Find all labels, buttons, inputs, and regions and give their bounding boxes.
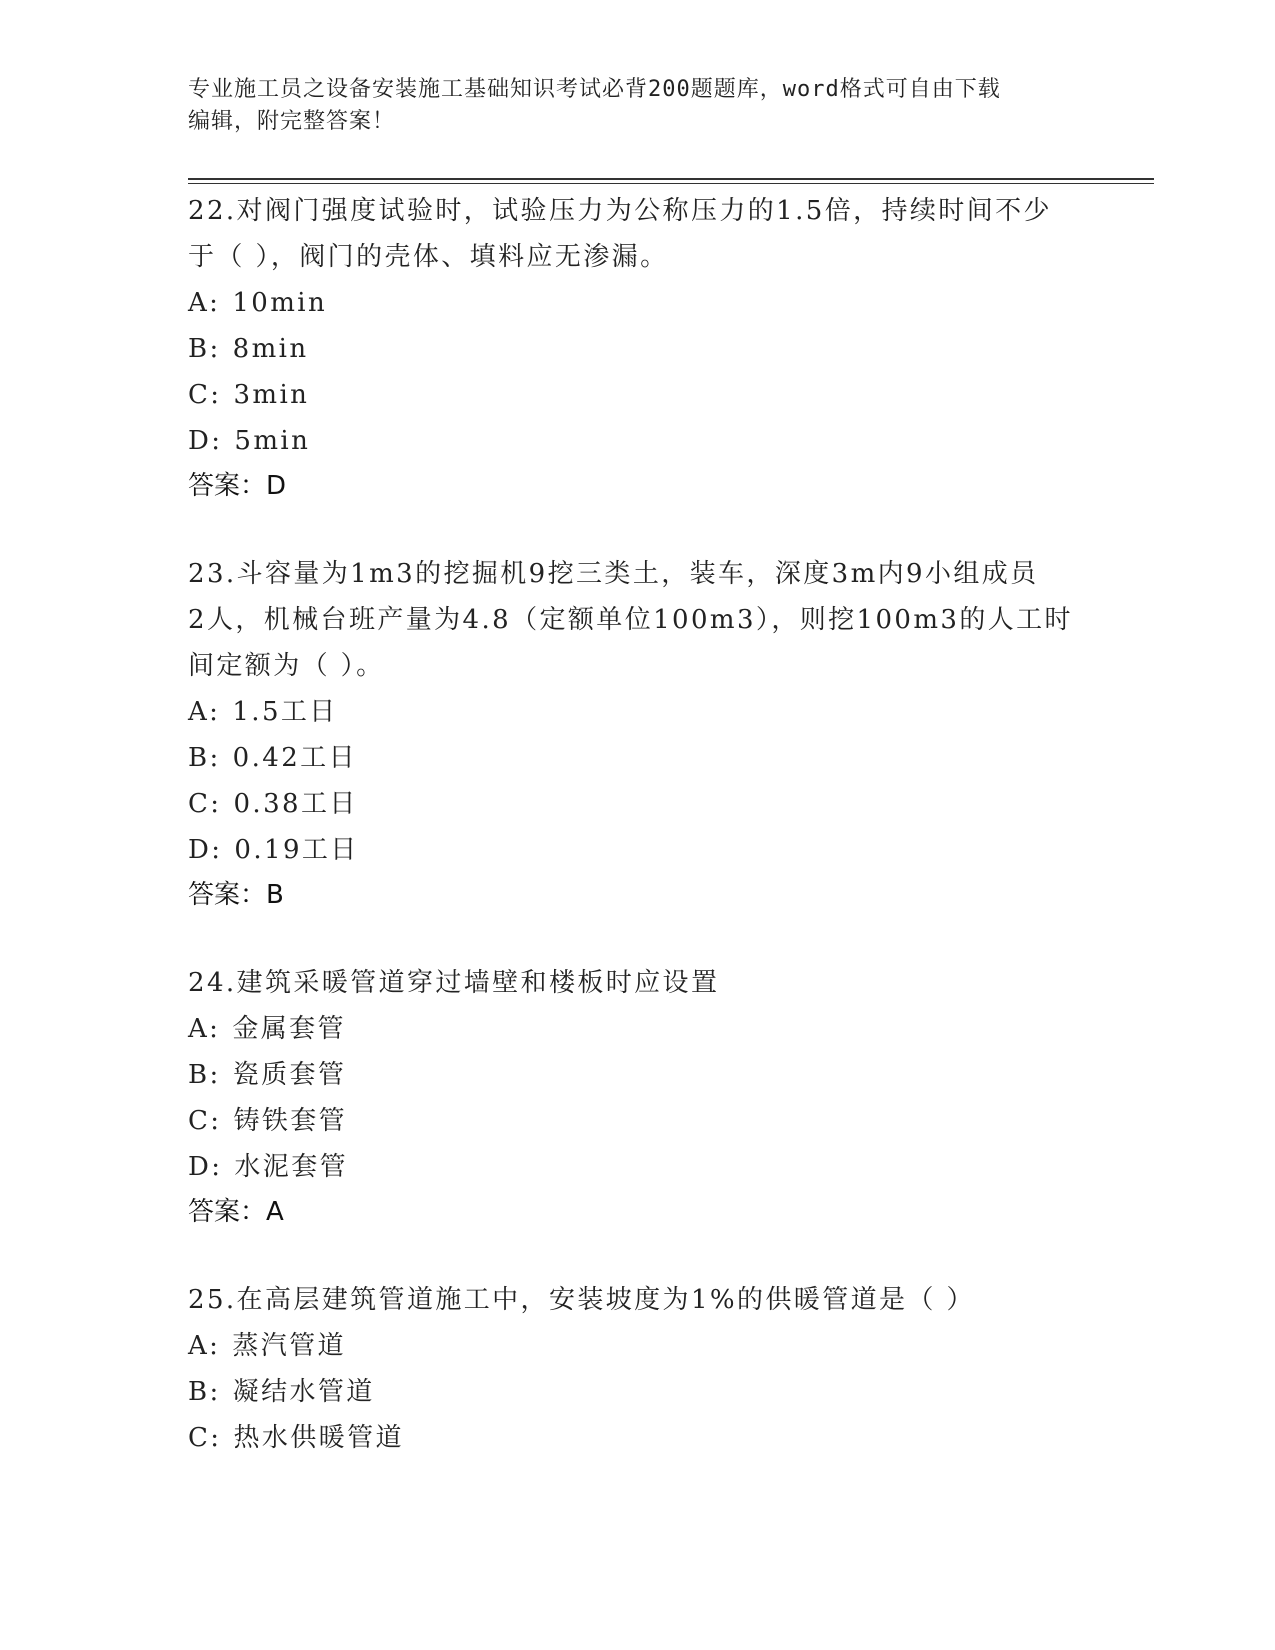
question-stem-line: 于（ ），阀门的壳体、填料应无渗漏。: [188, 242, 669, 272]
option-text: 蒸汽管道: [232, 1331, 346, 1361]
option-text: 3min: [233, 380, 310, 410]
option-text: 5min: [234, 426, 311, 456]
option-a: [188, 689, 1088, 735]
option-letter: A:: [188, 697, 221, 727]
question-25: [188, 1277, 1088, 1461]
option-letter: D:: [188, 835, 223, 865]
option-text: 0.38工日: [233, 789, 358, 819]
option-text: 8min: [232, 334, 309, 364]
option-letter: C:: [188, 1423, 222, 1453]
option-text: 金属套管: [232, 1014, 346, 1044]
question-stem: [188, 188, 1088, 280]
question-stem: [188, 551, 1088, 689]
document-header: [188, 74, 1088, 138]
question-stem: [188, 1277, 1088, 1323]
option-letter: C:: [188, 789, 222, 819]
option-a: [188, 1006, 1088, 1052]
option-b: [188, 735, 1088, 781]
question-spacer: [188, 917, 1088, 960]
question-stem-line: 25.在高层建筑管道施工中，安装坡度为1%的供暖管道是（ ）: [188, 1285, 975, 1315]
option-letter: B:: [188, 743, 221, 773]
option-letter: A:: [188, 1331, 221, 1361]
question-stem-line: 23.斗容量为1m3的挖掘机9挖三类土，装车，深度3m内9小组成员: [188, 559, 1039, 589]
option-text: 1.5工日: [232, 697, 338, 727]
option-letter: A:: [188, 288, 221, 318]
option-letter: D:: [188, 1152, 223, 1182]
option-text: 铸铁套管: [233, 1106, 348, 1136]
header-title-line-1: 专业施工员之设备安装施工基础知识考试必背200题题库，word格式可自由下载: [188, 77, 1001, 102]
question-stem: [188, 960, 1088, 1006]
question-24: [188, 960, 1088, 1234]
option-c: [188, 372, 1088, 418]
option-letter: D:: [188, 426, 223, 456]
option-text: 10min: [232, 288, 328, 318]
question-stem-line: 2人，机械台班产量为4.8（定额单位100m3），则挖100m3的人工时: [188, 605, 1073, 635]
option-letter: B:: [188, 334, 221, 364]
option-text: 0.42工日: [232, 743, 357, 773]
option-letter: A:: [188, 1014, 221, 1044]
option-d: [188, 418, 1088, 464]
question-22: [188, 188, 1088, 508]
header-divider-thick: [188, 178, 1154, 180]
option-text: 热水供暖管道: [233, 1423, 404, 1453]
option-c: [188, 1415, 1088, 1461]
question-stem-line: 间定额为（ ）。: [188, 651, 385, 681]
option-a: [188, 280, 1088, 326]
question-spacer: [188, 508, 1088, 551]
option-b: [188, 326, 1088, 372]
option-text: 瓷质套管: [232, 1060, 347, 1090]
option-text: 水泥套管: [234, 1152, 349, 1182]
question-stem-line: 24.建筑采暖管道穿过墙壁和楼板时应设置: [188, 968, 720, 998]
question-stem-line: 22.对阀门强度试验时，试验压力为公称压力的1.5倍，持续时间不少: [188, 196, 1052, 226]
option-c: [188, 781, 1088, 827]
option-b: [188, 1052, 1088, 1098]
option-letter: C:: [188, 380, 222, 410]
answer-line: 答案：A: [188, 1197, 284, 1227]
header-divider-thin: [188, 183, 1154, 184]
option-c: [188, 1098, 1088, 1144]
question-spacer: [188, 1234, 1088, 1277]
answer-line: 答案：D: [188, 471, 287, 501]
option-letter: C:: [188, 1106, 222, 1136]
option-b: [188, 1369, 1088, 1415]
option-d: [188, 827, 1088, 873]
question-23: [188, 551, 1088, 917]
question-list: [188, 188, 1088, 1461]
option-letter: B:: [188, 1060, 221, 1090]
option-d: [188, 1144, 1088, 1190]
option-a: [188, 1323, 1088, 1369]
header-title-line-2: 编辑，附完整答案！: [188, 109, 396, 134]
option-letter: B:: [188, 1377, 221, 1407]
answer-line: 答案：B: [188, 880, 284, 910]
option-text: 0.19工日: [234, 835, 359, 865]
option-text: 凝结水管道: [232, 1377, 375, 1407]
